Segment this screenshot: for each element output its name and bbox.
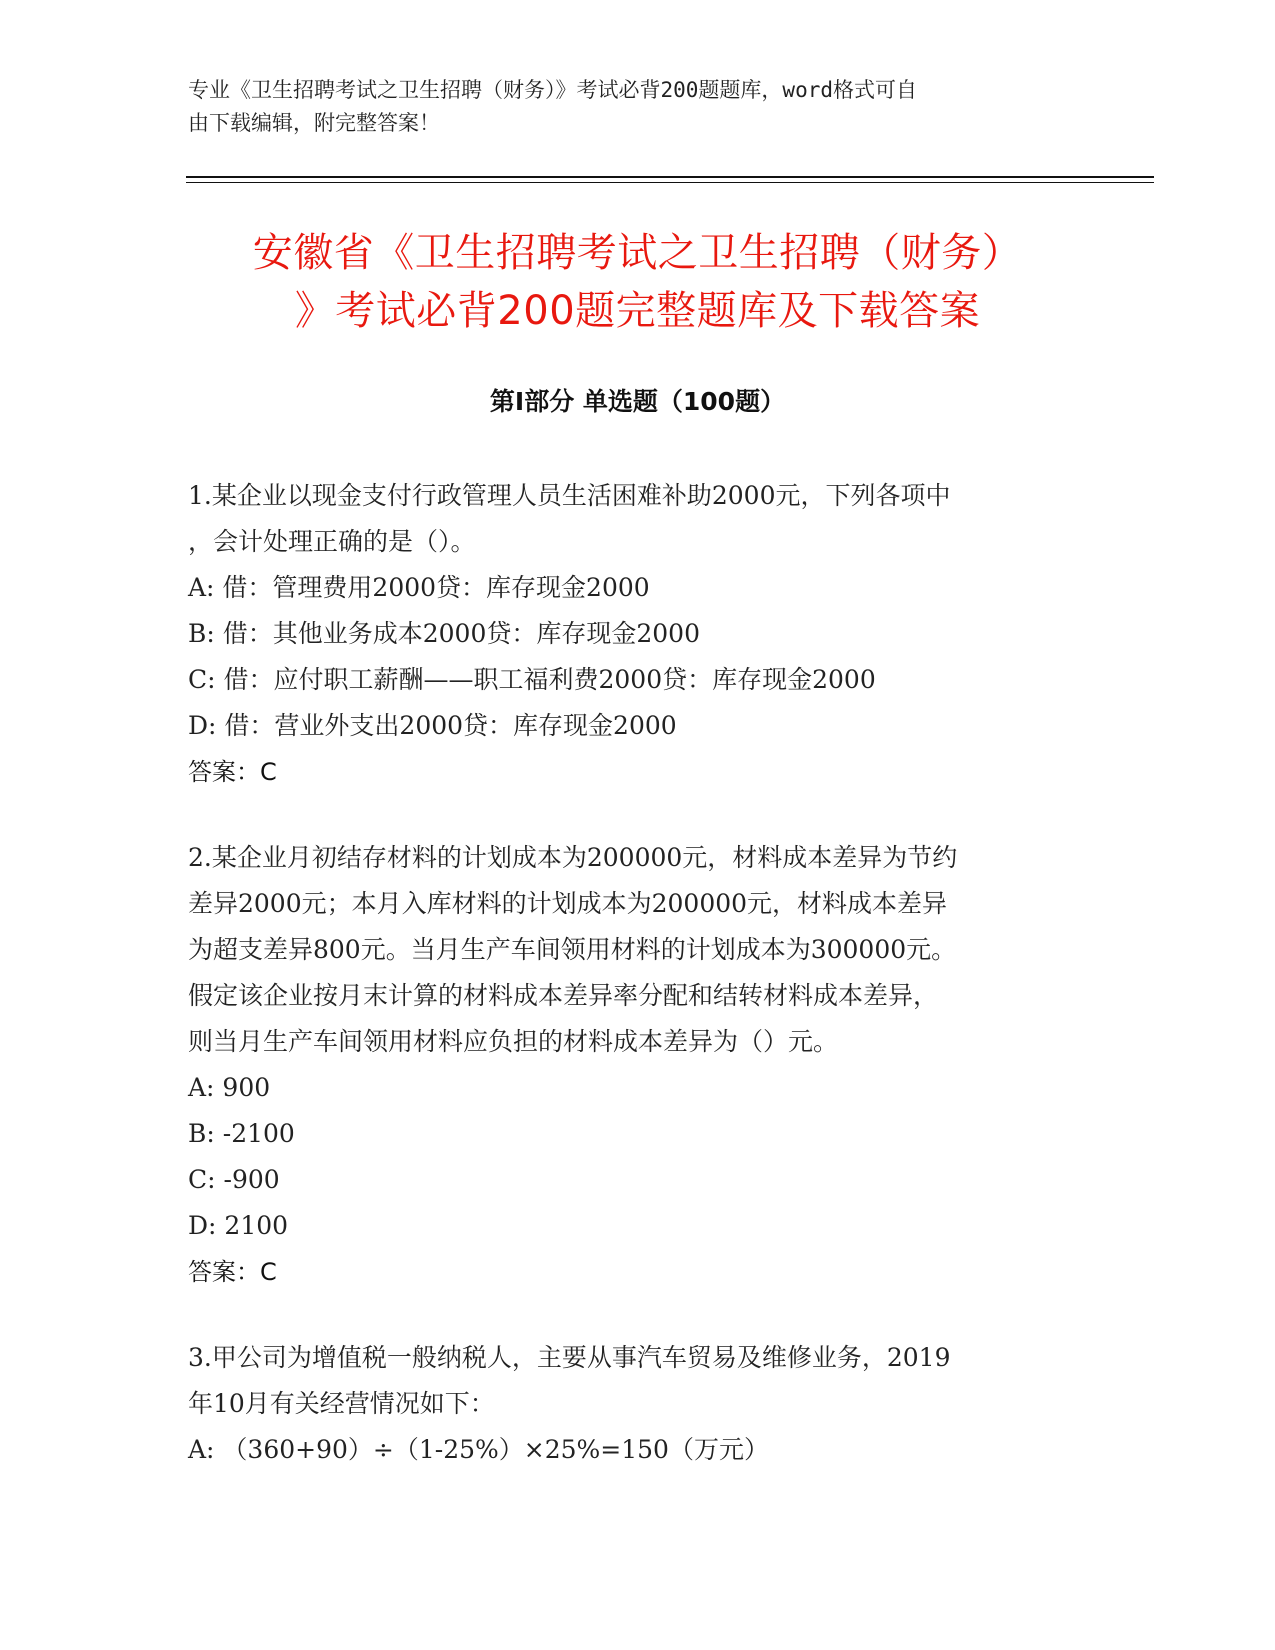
question-1-option-a: A: 借：管理费用2000贷：库存现金2000 — [188, 573, 650, 602]
header-note-line-1: 专业《卫生招聘考试之卫生招聘（财务）》考试必背200题题库，word格式可自 — [188, 78, 917, 102]
question-2 — [188, 835, 1088, 1295]
header-note-line-2: 由下载编辑，附完整答案！ — [188, 111, 440, 135]
question-3 — [188, 1335, 1088, 1473]
question-2-option-d: D: 2100 — [188, 1211, 289, 1240]
header-divider-thick — [186, 176, 1154, 178]
question-2-stem-line-4: 假定该企业按月末计算的材料成本差异率分配和结转材料成本差异， — [188, 981, 939, 1010]
question-1 — [188, 473, 1088, 795]
header-divider-thin — [186, 182, 1154, 183]
section-title: 第Ⅰ部分 单选题（100题） — [489, 387, 786, 416]
header-note — [188, 74, 1088, 140]
document-title — [150, 224, 1125, 340]
question-1-option-b: B: 借：其他业务成本2000贷：库存现金2000 — [188, 619, 700, 648]
question-1-stem-line-2: ，会计处理正确的是（）。 — [188, 527, 476, 556]
question-2-stem-line-5: 则当月生产车间领用材料应负担的材料成本差异为（）元。 — [188, 1027, 839, 1056]
question-2-answer: 答案：C — [188, 1258, 277, 1286]
question-1-option-c: C: 借：应付职工薪酬——职工福利费2000贷：库存现金2000 — [188, 665, 876, 694]
question-1-stem-line-1: 1.某企业以现金支付行政管理人员生活困难补助2000元，下列各项中 — [188, 481, 951, 510]
document-title-line-1: 安徽省《卫生招聘考试之卫生招聘（财务） — [252, 230, 1023, 276]
question-3-stem-line-1: 3.甲公司为增值税一般纳税人，主要从事汽车贸易及维修业务，2019 — [188, 1343, 951, 1372]
question-2-option-a: A: 900 — [188, 1073, 271, 1102]
question-1-option-d: D: 借：营业外支出2000贷：库存现金2000 — [188, 711, 677, 740]
question-2-option-c: C: -900 — [188, 1165, 280, 1194]
question-2-stem-line-3: 为超支差异800元。当月生产车间领用材料的计划成本为300000元。 — [188, 935, 957, 964]
question-3-option-a: A: （360+90）÷（1-25%）×25%=150（万元） — [188, 1435, 769, 1464]
question-1-answer: 答案：C — [188, 758, 277, 786]
question-2-stem-line-1: 2.某企业月初结存材料的计划成本为200000元，材料成本差异为节约 — [188, 843, 958, 872]
question-3-stem-line-2: 年10月有关经营情况如下： — [188, 1389, 495, 1418]
document-title-line-2: 》考试必背200题完整题库及下载答案 — [294, 288, 981, 334]
question-2-option-b: B: -2100 — [188, 1119, 295, 1148]
question-2-stem-line-2: 差异2000元；本月入库材料的计划成本为200000元，材料成本差异 — [188, 889, 948, 918]
